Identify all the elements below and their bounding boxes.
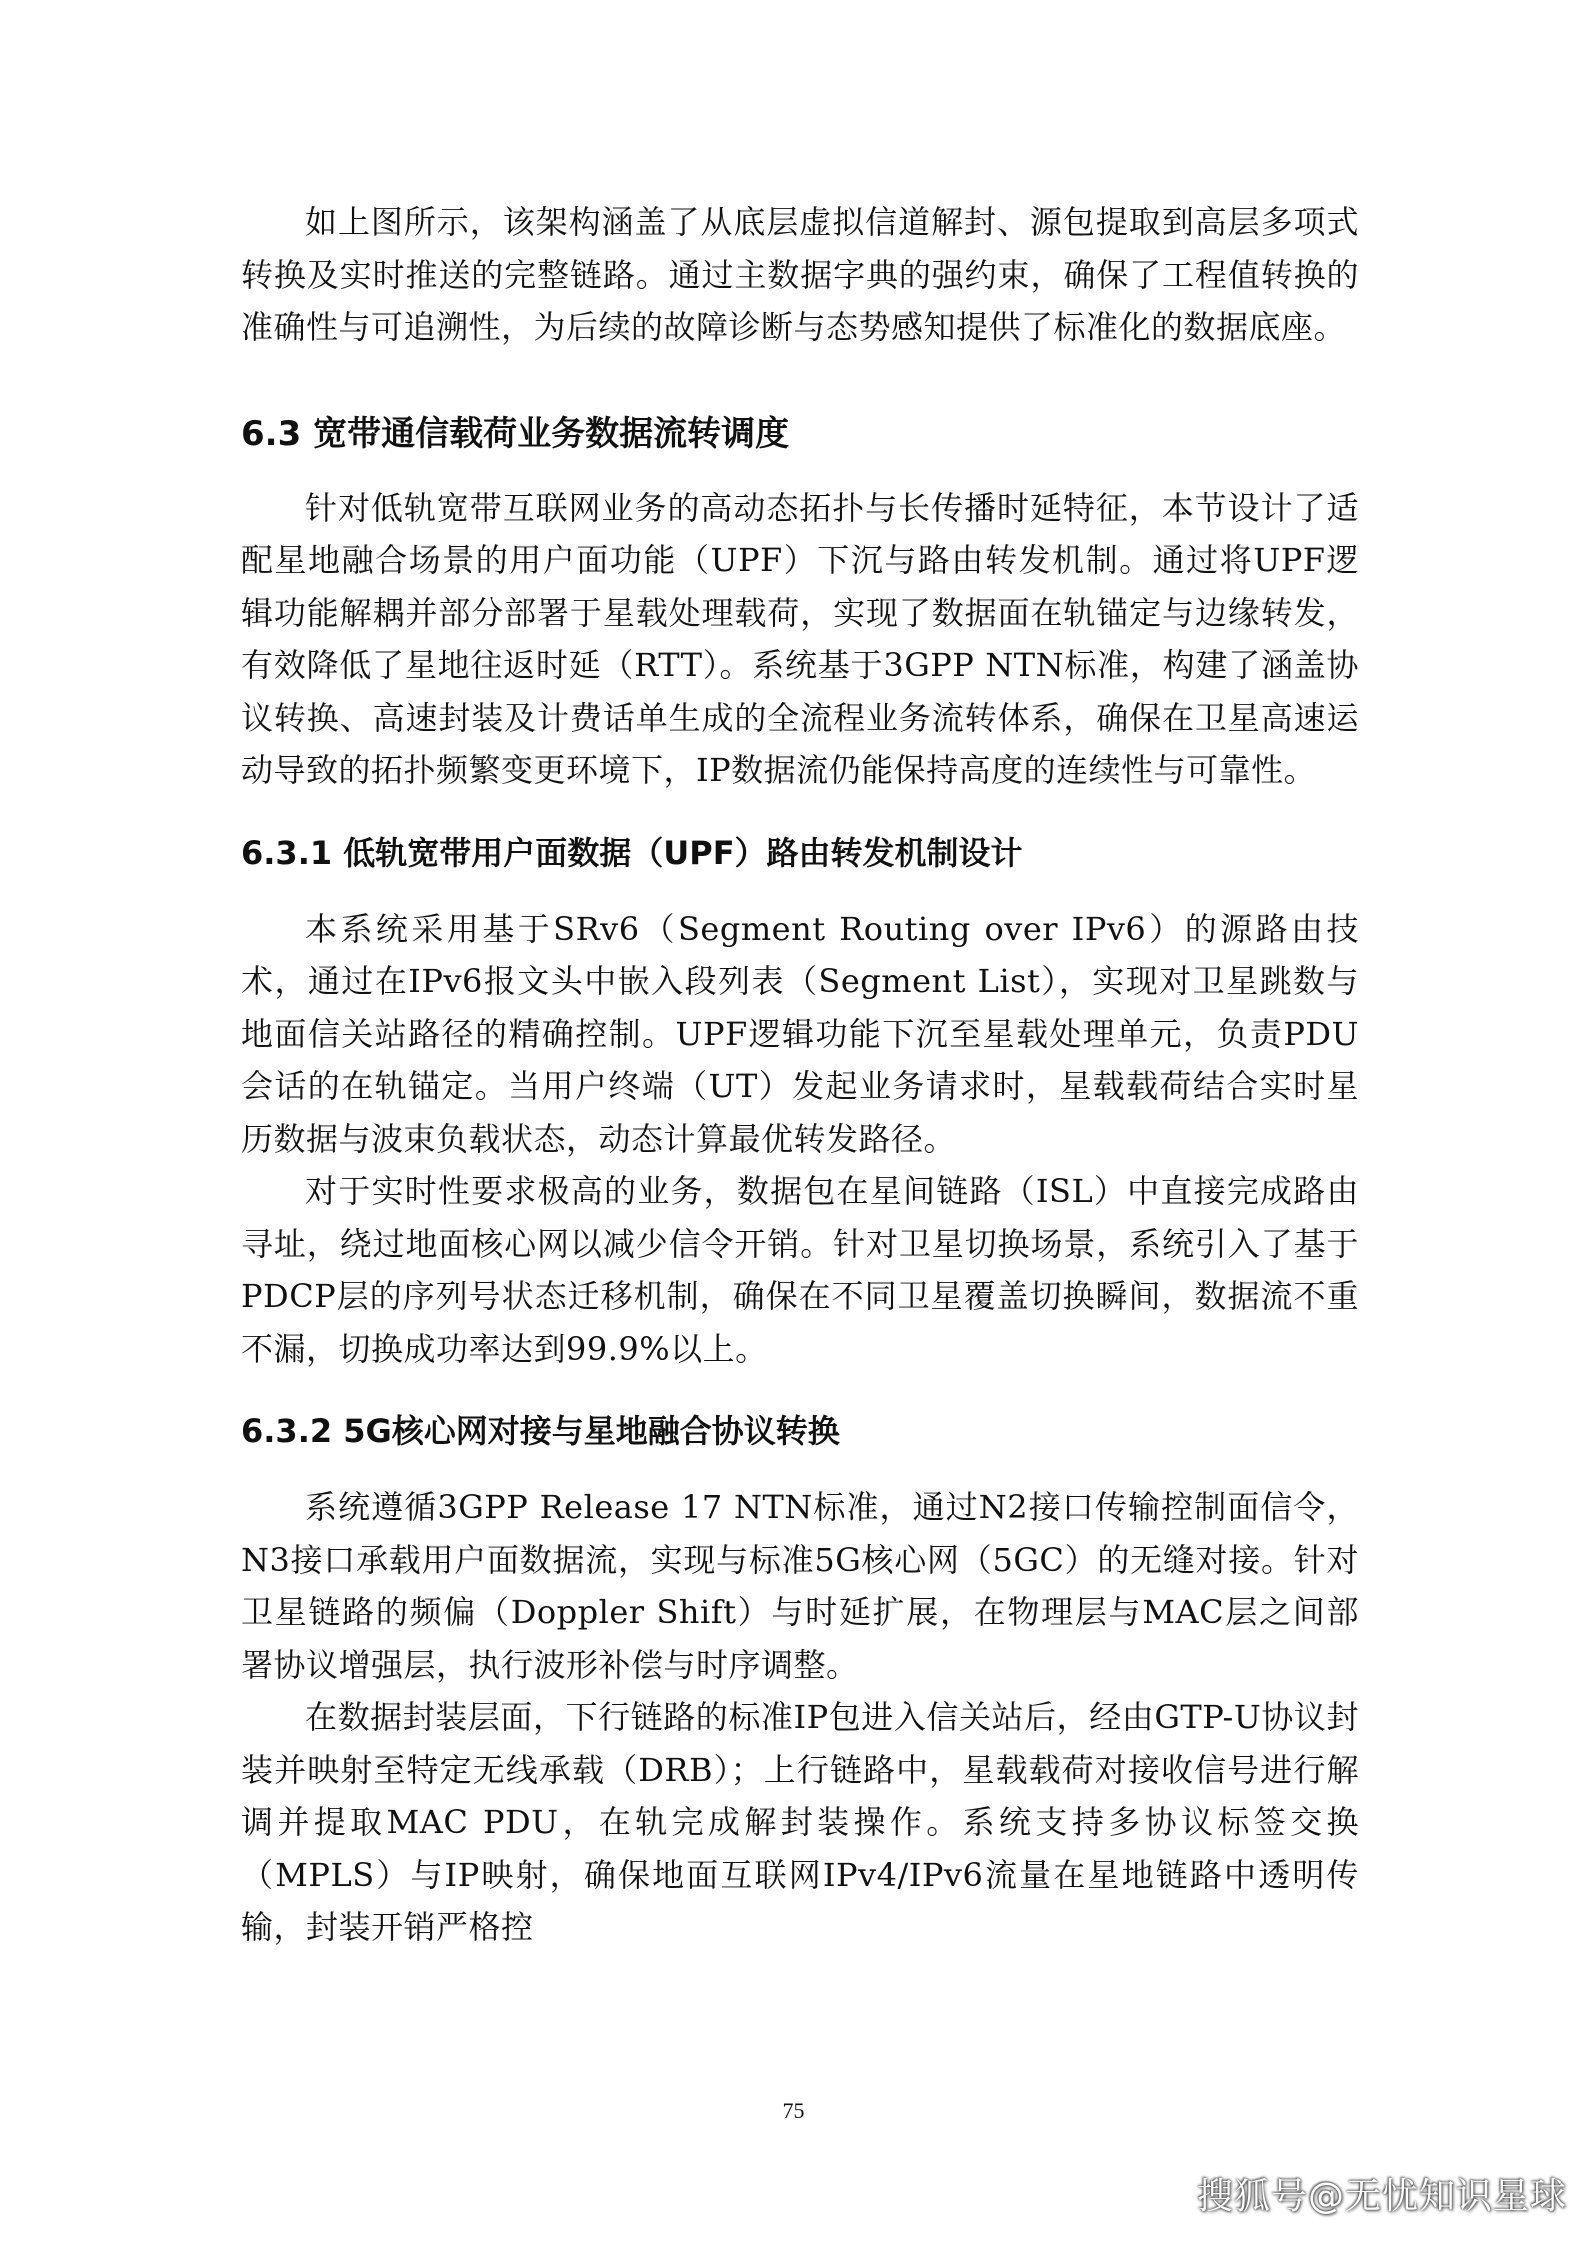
paragraph-6-3-1-b: 对于实时性要求极高的业务，数据包在星间链路（ISL）中直接完成路由寻址，绕过地面核心网以减少信令开销。针对卫星切换场景，系统引入了基于PDCP层的序列号状态迁移机制，确保在不同卫星覆盖切换瞬间，数据流不重不漏，切换成功率达到99.9%以上。 [241, 1172, 1359, 1368]
paragraph-6-3-2-a: 系统遵循3GPP Release 17 NTN标准，通过N2接口传输控制面信令，N3接口承载用户面数据流，实现与标准5G核心网（5GC）的无缝对接。针对卫星链路的频偏（Doppler Shift）与时延扩展，在物理层与MAC层之间部署协议增强层，执行波形补偿与时序调整。 [241, 1488, 1359, 1684]
section-heading-6-3-2: 6.3.2 5G核心网对接与星地融合协议转换 [241, 1412, 840, 1450]
paragraph-6-3-2-b: 在数据封装层面，下行链路的标准IP包进入信关站后，经由GTP-U协议封装并映射至特定无线承载（DRB）；上行链路中，星载载荷对接收信号进行解调并提取MAC PDU，在轨完成解封装操作。系统支持多协议标签交换（MPLS）与IP映射，确保地面互联网IPv4/IPv6流量在星地链路中透明传输，封装开销严格控 [241, 1698, 1359, 1946]
paragraph-6-3-1-a: 本系统采用基于SRv6（Segment Routing over IPv6）的源路由技术，通过在IPv6报文头中嵌入段列表（Segment List），实现对卫星跳数与地面信关站路径的精确控制。UPF逻辑功能下沉至星载处理单元，负责PDU会话的在轨锚定。当用户终端（UT）发起业务请求时，星载载荷结合实时星历数据与波束负载状态，动态计算最优转发路径。 [241, 909, 1359, 1158]
paragraph-intro: 如上图所示，该架构涵盖了从底层虚拟信道解封、源包提取到高层多项式转换及实时推送的完整链路。通过主数据字典的强约束，确保了工程值转换的准确性与可追溯性，为后续的故障诊断与态势感知提供了标准化的数据底座。 [241, 203, 1359, 346]
page-number: 75 [782, 2098, 805, 2123]
section-heading-6-3-1: 6.3.1 低轨宽带用户面数据（UPF）路由转发机制设计 [241, 833, 1023, 872]
paragraph-6-3: 针对低轨宽带互联网业务的高动态拓扑与长传播时延特征，本节设计了适配星地融合场景的用户面功能（UPF）下沉与路由转发机制。通过将UPF逻辑功能解耦并部分部署于星载处理载荷，实现了数据面在轨锚定与边缘转发，有效降低了星地往返时延（RTT）。系统基于3GPP NTN标准，构建了涵盖协议转换、高速封装及计费话单生成的全流程业务流转体系，确保在卫星高速运动导致的拓扑频繁变更环境下，IP数据流仍能保持高度的连续性与可靠性。 [241, 488, 1359, 789]
watermark: 搜狐号@无忧知识星球 [1196, 2176, 1567, 2217]
page-content [241, 196, 1359, 1954]
section-heading-6-3: 6.3 宽带通信载荷业务数据流转调度 [241, 413, 790, 454]
